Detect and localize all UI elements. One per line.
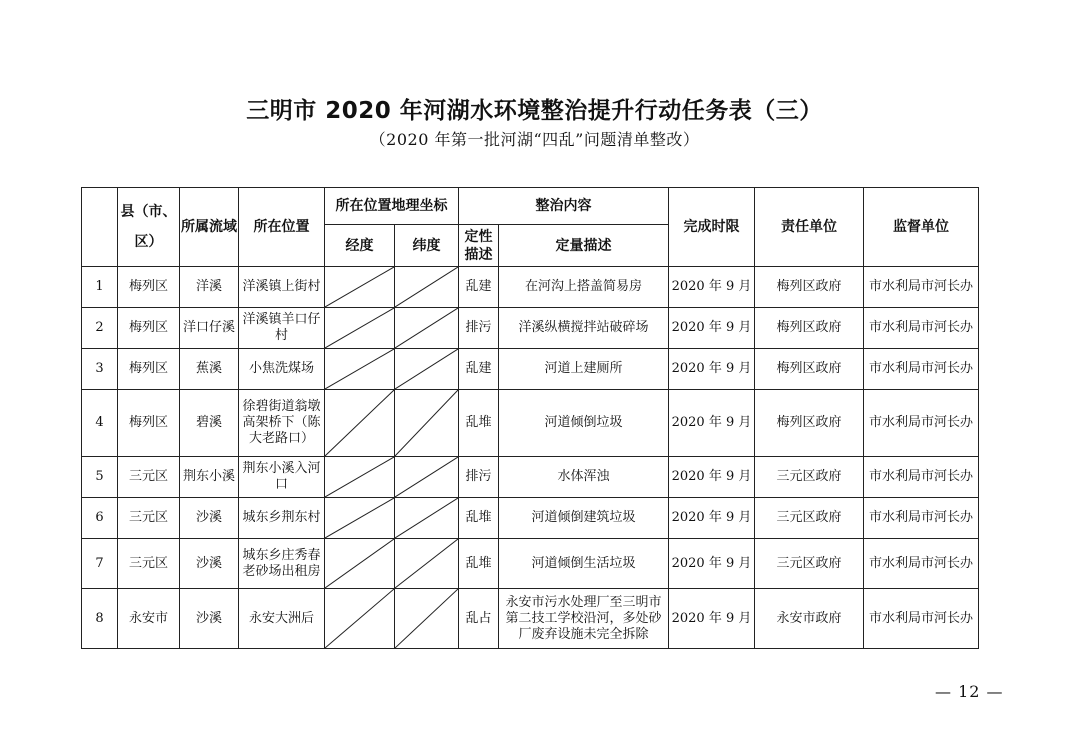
row-supervisor: 市水利局市河长办 xyxy=(864,457,979,498)
row-supervisor: 市水利局市河长办 xyxy=(864,589,979,649)
latitude-empty-cell xyxy=(395,308,459,349)
row-responsible: 永安市政府 xyxy=(755,589,864,649)
table-row xyxy=(82,457,979,498)
table-row xyxy=(82,589,979,649)
row-deadline: 2020 年 9 月 xyxy=(669,267,755,308)
row-category: 乱堆 xyxy=(459,498,499,539)
longitude-empty-cell xyxy=(325,349,395,390)
header-supervisor: 监督单位 xyxy=(864,188,979,267)
row-county: 梅列区 xyxy=(118,390,180,457)
row-location: 小焦洗煤场 xyxy=(239,349,325,390)
row-index: 1 xyxy=(82,267,118,308)
row-deadline: 2020 年 9 月 xyxy=(669,498,755,539)
longitude-empty-cell xyxy=(325,308,395,349)
row-county: 三元区 xyxy=(118,457,180,498)
latitude-empty-cell xyxy=(395,349,459,390)
latitude-empty-cell xyxy=(395,539,459,589)
row-location: 城东乡庄秀春老砂场出租房 xyxy=(239,539,325,589)
table-row xyxy=(82,539,979,589)
row-supervisor: 市水利局市河长办 xyxy=(864,498,979,539)
row-responsible: 三元区政府 xyxy=(755,539,864,589)
row-description: 河道倾倒垃圾 xyxy=(499,390,669,457)
row-category: 乱堆 xyxy=(459,390,499,457)
row-basin: 蕉溪 xyxy=(180,349,239,390)
row-category: 乱占 xyxy=(459,589,499,649)
row-supervisor: 市水利局市河长办 xyxy=(864,267,979,308)
latitude-empty-cell xyxy=(395,267,459,308)
table-row xyxy=(82,308,979,349)
header-category: 定性描述 xyxy=(459,225,499,267)
table-row xyxy=(82,349,979,390)
row-county: 永安市 xyxy=(118,589,180,649)
row-county: 三元区 xyxy=(118,498,180,539)
row-responsible: 梅列区政府 xyxy=(755,390,864,457)
row-basin: 洋口仔溪 xyxy=(180,308,239,349)
row-responsible: 梅列区政府 xyxy=(755,349,864,390)
row-location: 荆东小溪入河口 xyxy=(239,457,325,498)
longitude-empty-cell xyxy=(325,589,395,649)
row-responsible: 梅列区政府 xyxy=(755,267,864,308)
row-supervisor: 市水利局市河长办 xyxy=(864,349,979,390)
header-basin: 所属流域 xyxy=(180,188,239,267)
longitude-empty-cell xyxy=(325,457,395,498)
row-description: 永安市污水处理厂至三明市第二技工学校沿河，多处砂厂废弃设施未完全拆除 xyxy=(499,589,669,649)
latitude-empty-cell xyxy=(395,457,459,498)
row-deadline: 2020 年 9 月 xyxy=(669,589,755,649)
row-index: 2 xyxy=(82,308,118,349)
header-location: 所在位置 xyxy=(239,188,325,267)
row-description: 河道倾倒建筑垃圾 xyxy=(499,498,669,539)
header-county: 县（市、区） xyxy=(118,188,180,267)
row-deadline: 2020 年 9 月 xyxy=(669,457,755,498)
header-longitude: 经度 xyxy=(325,225,395,267)
row-supervisor: 市水利局市河长办 xyxy=(864,308,979,349)
table-row xyxy=(82,267,979,308)
header-coords: 所在位置地理坐标 xyxy=(325,188,459,225)
row-supervisor: 市水利局市河长办 xyxy=(864,390,979,457)
row-responsible: 三元区政府 xyxy=(755,457,864,498)
row-basin: 沙溪 xyxy=(180,498,239,539)
header-latitude: 纬度 xyxy=(395,225,459,267)
row-location: 永安大洲后 xyxy=(239,589,325,649)
task-table xyxy=(81,187,979,649)
row-category: 乱建 xyxy=(459,267,499,308)
row-deadline: 2020 年 9 月 xyxy=(669,308,755,349)
row-supervisor: 市水利局市河长办 xyxy=(864,539,979,589)
row-basin: 洋溪 xyxy=(180,267,239,308)
row-category: 乱堆 xyxy=(459,539,499,589)
row-location: 洋溪镇羊口仔村 xyxy=(239,308,325,349)
page-number: — 12 — xyxy=(935,682,1004,701)
row-location: 洋溪镇上街村 xyxy=(239,267,325,308)
row-basin: 沙溪 xyxy=(180,589,239,649)
row-index: 8 xyxy=(82,589,118,649)
row-description: 洋溪纵横搅拌站破碎场 xyxy=(499,308,669,349)
row-responsible: 三元区政府 xyxy=(755,498,864,539)
latitude-empty-cell xyxy=(395,498,459,539)
longitude-empty-cell xyxy=(325,267,395,308)
document-title: 三明市 2020 年河湖水环境整治提升行动任务表（三） xyxy=(246,98,823,124)
row-deadline: 2020 年 9 月 xyxy=(669,349,755,390)
document-subtitle: （2020 年第一批河湖“四乱”问题清单整改） xyxy=(369,130,700,149)
row-deadline: 2020 年 9 月 xyxy=(669,390,755,457)
header-description: 定量描述 xyxy=(499,225,669,267)
header-responsible: 责任单位 xyxy=(755,188,864,267)
row-index: 5 xyxy=(82,457,118,498)
latitude-empty-cell xyxy=(395,390,459,457)
header-deadline: 完成时限 xyxy=(669,188,755,267)
row-description: 在河沟上搭盖简易房 xyxy=(499,267,669,308)
row-county: 梅列区 xyxy=(118,267,180,308)
row-index: 7 xyxy=(82,539,118,589)
row-description: 河道倾倒生活垃圾 xyxy=(499,539,669,589)
row-description: 水体浑浊 xyxy=(499,457,669,498)
longitude-empty-cell xyxy=(325,498,395,539)
row-county: 梅列区 xyxy=(118,308,180,349)
longitude-empty-cell xyxy=(325,390,395,457)
row-basin: 碧溪 xyxy=(180,390,239,457)
row-location: 徐碧街道翁墩高架桥下（陈大老路口） xyxy=(239,390,325,457)
table-row xyxy=(82,498,979,539)
row-responsible: 梅列区政府 xyxy=(755,308,864,349)
row-county: 三元区 xyxy=(118,539,180,589)
header-index xyxy=(82,188,118,267)
row-location: 城东乡荆东村 xyxy=(239,498,325,539)
row-category: 乱建 xyxy=(459,349,499,390)
row-county: 梅列区 xyxy=(118,349,180,390)
row-basin: 沙溪 xyxy=(180,539,239,589)
row-category: 排污 xyxy=(459,308,499,349)
table-row xyxy=(82,390,979,457)
longitude-empty-cell xyxy=(325,539,395,589)
row-basin: 荆东小溪 xyxy=(180,457,239,498)
latitude-empty-cell xyxy=(395,589,459,649)
header-remediation: 整治内容 xyxy=(459,188,669,225)
row-description: 河道上建厕所 xyxy=(499,349,669,390)
row-category: 排污 xyxy=(459,457,499,498)
row-index: 3 xyxy=(82,349,118,390)
row-index: 4 xyxy=(82,390,118,457)
row-deadline: 2020 年 9 月 xyxy=(669,539,755,589)
row-index: 6 xyxy=(82,498,118,539)
